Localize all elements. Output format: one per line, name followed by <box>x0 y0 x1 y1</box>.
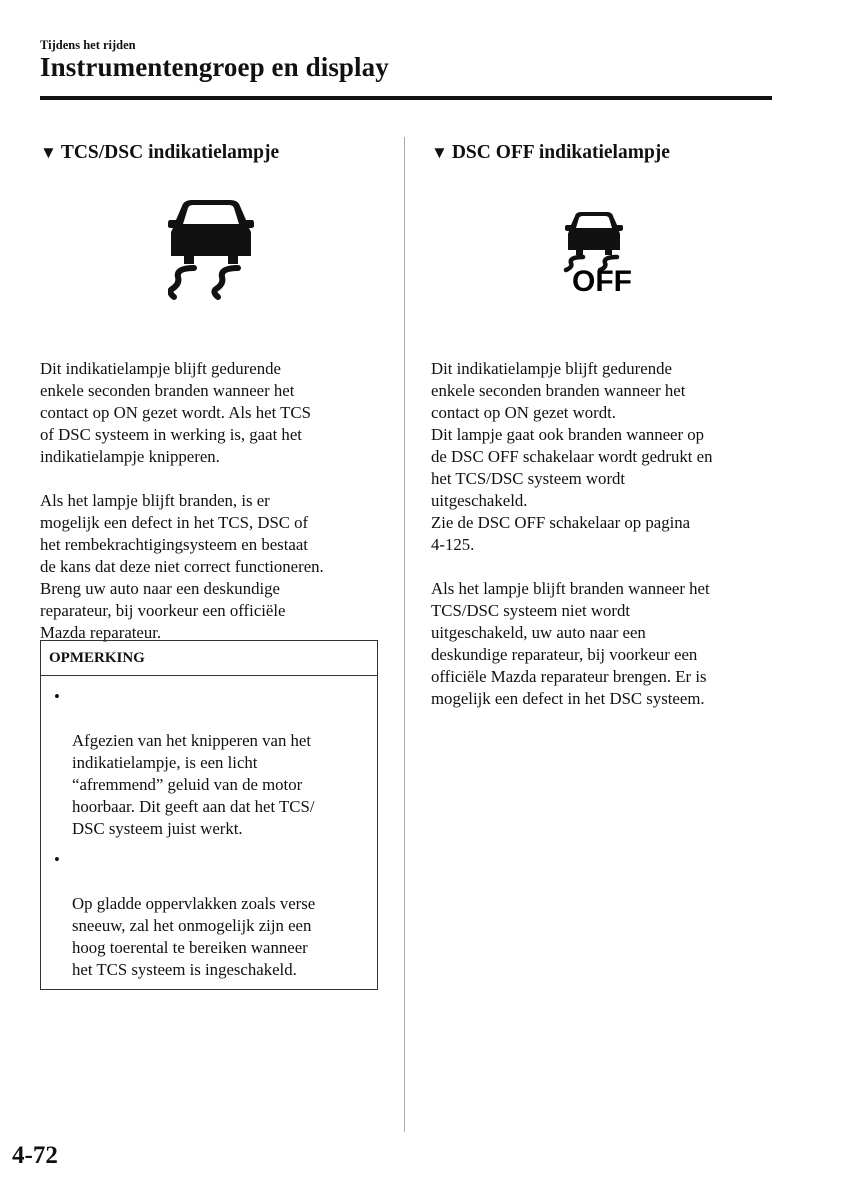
note-item <box>51 686 365 840</box>
right-column <box>431 140 776 710</box>
dsc-off-paragraph-2: Als het lampje blijft branden wanneer het TCS/DSC systeem niet wordt uitgeschakeld, uw auto naar een deskundige reparateur, bij voorkeur een officiële Mazda reparateur brengen. Er is mogelijk een defect in het DSC systeem. <box>431 579 710 708</box>
bullet-icon: • <box>54 687 60 706</box>
triangle-marker-icon: ▼ <box>431 143 448 162</box>
bullet-icon: • <box>54 850 60 869</box>
dsc-off-icon-area <box>431 166 776 306</box>
left-column <box>40 140 385 644</box>
dsc-off-heading-text: DSC OFF indikatielampje <box>451 142 670 163</box>
dsc-off-paragraph-1: Dit indikatielampje blijft gedurende enkele seconden branden wanneer het contact op ON gezet wordt. Dit lampje gaat ook branden wanneer op de DSC OFF schakelaar wordt gedrukt en het TCS/DSC systeem wordt uitgeschakeld. Zie de DSC OFF schakelaar op pagina 4-125. <box>431 359 713 554</box>
tcs-dsc-indicator-icon <box>168 196 254 302</box>
note-title: OPMERKING <box>41 641 377 676</box>
tcs-dsc-paragraph-2: Als het lampje blijft branden, is er mogelijk een defect in het TCS, DSC of het rembekrachtigingsysteem en bestaat de kans dat deze niet correct functioneren. Breng uw auto naar een deskundige reparateur, bij voorkeur een officiële Mazda reparateur. <box>40 491 324 642</box>
tcs-dsc-icon-area <box>40 166 385 306</box>
note-box <box>40 640 378 990</box>
dsc-off-heading <box>431 140 776 166</box>
column-divider <box>404 137 405 1132</box>
tcs-dsc-heading <box>40 140 385 166</box>
note-item <box>51 849 365 981</box>
note-item-text: Afgezien van het knipperen van het indikatielampje, is een licht “afremmend” geluid van de motor hoorbaar. Dit geeft aan dat het TCS/ DSC systeem juist werkt. <box>72 731 315 838</box>
tcs-dsc-paragraph-1: Dit indikatielampje blijft gedurende enkele seconden branden wanneer het contact op ON gezet wordt. Als het TCS of DSC systeem in werking is, gaat het indikatielampje knipperen. <box>40 359 311 466</box>
header-rule <box>40 96 772 100</box>
page-number: 4-72 <box>12 1142 58 1169</box>
note-list <box>41 676 377 989</box>
triangle-marker-icon: ▼ <box>40 143 57 162</box>
off-text: OFF <box>572 265 632 292</box>
tcs-dsc-heading-text: TCS/DSC indikatielampje <box>60 142 280 163</box>
note-item-text: Op gladde oppervlakken zoals verse sneeuw, zal het onmogelijk zijn een hoog toerental te bereiken wanneer het TCS systeem is ingeschakeld. <box>72 894 316 979</box>
dsc-off-indicator-icon <box>557 210 647 292</box>
section-label: Tijdens het rijden <box>40 38 136 52</box>
page-title: Instrumentengroep en display <box>40 52 389 82</box>
